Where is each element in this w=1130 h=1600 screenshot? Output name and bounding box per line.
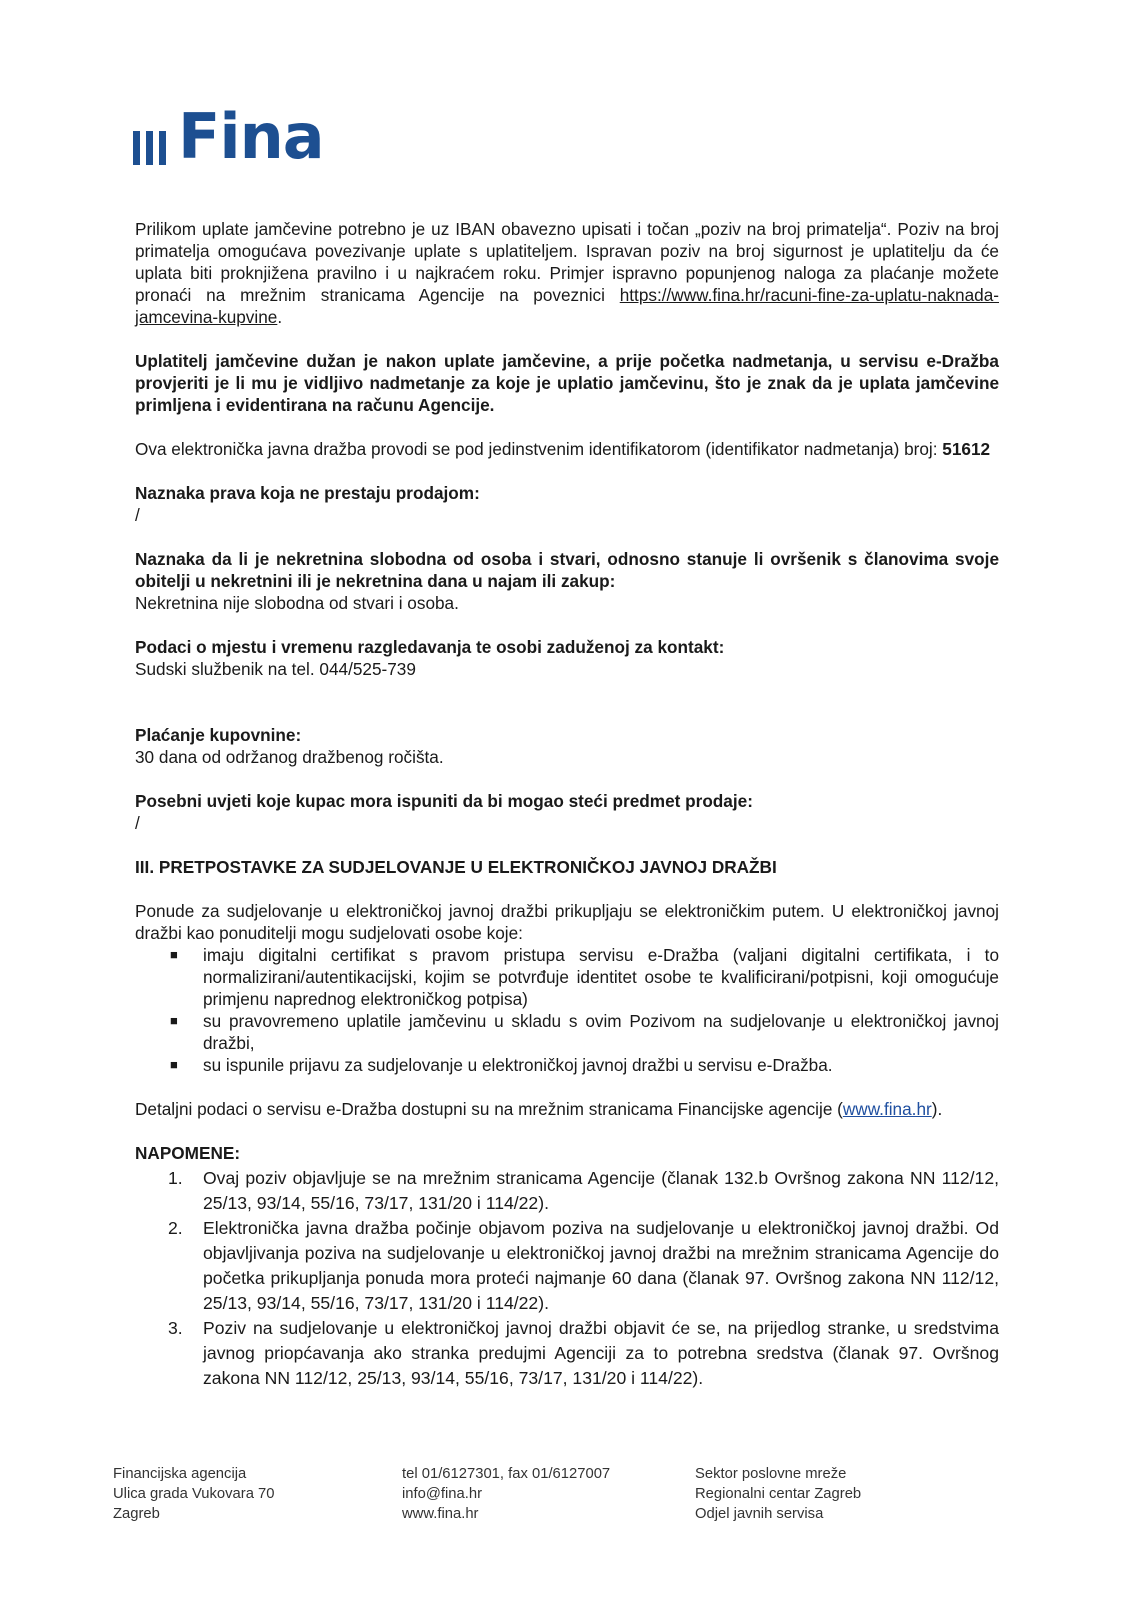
square-bullet-icon: ■ — [170, 1057, 178, 1072]
list-item: 1. Ovaj poziv objavljuje se na mrežnim stranicama Agencije (članak 132.b Ovršnog zakona NN 112/12, 25/13, 93/14, 55/16, 73/17, 131/20 i 114/22). — [168, 1168, 999, 1213]
list-item: ■ su ispunile prijavu za sudjelovanje u elektroničkoj javnoj dražbi u servisu e-Dražba. — [170, 1055, 833, 1075]
rights-heading: Naznaka prava koja ne prestaju prodajom: — [135, 483, 480, 503]
footer-contact: tel 01/6127301, fax 01/6127007 info@fina.hr www.fina.hr — [402, 1466, 611, 1522]
details-paragraph: Detaljni podaci o servisu e-Dražba dostupni su na mrežnim stranicama Financijske agencije (www.fina.hr). — [135, 1099, 943, 1119]
iban-paragraph: Prilikom uplate jamčevine potrebno je uz IBAN obavezno upisati i točan „poziv na broj primatelja“. Poziv na broj primatelja omogućava povezivanje uplate s uplatiteljem. Ispravan poziv na broj sigurnost je uplatitelju da će uplata biti proknjižena pravilno i u najkraćem roku. Primjer ispravno popunjenog naloga za plaćanje možete pronaći na mrežnim stranicama Agencije na poveznici https://www.fina.hr/racuni-fine-za-uplatu-naknada-jamcevina-kupvine. — [135, 219, 999, 327]
eligibility-list — [135, 944, 999, 1076]
logo-wordmark: Fina — [178, 100, 324, 173]
list-item: 2. Elektronička javna dražba počinje objavom poziva na sudjelovanje u elektroničkoj javnoj dražbi. Od objavljivanja poziva na sudjelovanje u elektroničkoj javnoj dražbi na mrežnim stranicama Agencije do početka prikupljanja ponuda mora proteći najmanje 60 dana (članak 97. Ovršnog zakona NN 112/12, 25/13, 93/14, 55/16, 73/17, 131/20 i 114/22). — [168, 1218, 999, 1313]
fina-accounts-link[interactable]: https://www.fina.hr/racuni-fine-za-uplatu-naknada-jamcevina-kupvine — [135, 285, 999, 327]
payment-heading: Plaćanje kupovnine: — [135, 725, 302, 745]
section-3-title: III. PRETPOSTAVKE ZA SUDJELOVANJE U ELEKTRONIČKOJ JAVNOJ DRAŽBI — [135, 857, 777, 877]
list-item: ■ su pravovremeno uplatile jamčevinu u skladu s ovim Pozivom na sudjelovanje u elektroničkoj javnoj dražbi, — [170, 1011, 999, 1053]
conditions-heading: Posebni uvjeti koje kupac mora ispuniti da bi mogao steći predmet prodaje: — [135, 791, 753, 811]
bid-check-paragraph: Uplatitelj jamčevine dužan je nakon uplate jamčevine, a prije početka nadmetanja, u servisu e-Dražba provjeriti je li mu je vidljivo nadmetanje za koje je uplatio jamčevinu, što je znak da je uplata jamčevine primljena i evidentirana na računu Agencije. — [135, 351, 999, 415]
list-item: 3. Poziv na sudjelovanje u elektroničkoj javnoj dražbi objavit će se, na prijedlog stranke, u sredstvima javnog priopćavanja ako stranka predujmi Agenciji za to potrebna sredstva (članak 97. Ovršnog zakona NN 112/12, 25/13, 93/14, 55/16, 73/17, 131/20 i 114/22). — [168, 1318, 999, 1388]
document-body — [135, 218, 999, 1391]
auction-identifier: 51612 — [942, 439, 991, 459]
payment-value: 30 dana od održanog dražbenog ročišta. — [135, 747, 444, 767]
notes-list — [135, 1166, 999, 1391]
notes-title: NAPOMENE: — [135, 1143, 241, 1163]
logo-bars-icon — [133, 131, 166, 165]
conditions-value: / — [135, 813, 140, 833]
viewing-heading: Podaci o mjestu i vremenu razgledavanja te osobi zaduženoj za kontakt: — [135, 637, 725, 657]
footer-address: Financijska agencija Ulica grada Vukovara 70 Zagreb — [113, 1466, 275, 1522]
viewing-value: Sudski službenik na tel. 044/525-739 — [135, 659, 416, 679]
fina-website-link[interactable]: www.fina.hr — [842, 1099, 932, 1119]
list-item: ■ imaju digitalni certifikat s pravom pristupa servisu e-Dražba (valjani digitalni certifikata, i to normalizirani/autentikacijski, kojim se potvrđuje identitet osobe te kvalificirani/potpisni, koji omogućuje primjenu naprednog elektroničkog potpisa) — [170, 945, 999, 1009]
square-bullet-icon: ■ — [170, 947, 178, 962]
footer-department: Sektor poslovne mreže Regionalni centar Zagreb Odjel javnih servisa — [695, 1466, 862, 1522]
fina-logo — [133, 100, 324, 173]
rights-value: / — [135, 505, 140, 525]
section-3-intro: Ponude za sudjelovanje u elektroničkoj javnoj dražbi prikupljaju se elektroničkim putem. U elektroničkoj javnoj dražbi kao ponuditelji mogu sudjelovati osobe koje: — [135, 901, 999, 943]
square-bullet-icon: ■ — [170, 1013, 178, 1028]
occupancy-value: Nekretnina nije slobodna od stvari i osoba. — [135, 593, 459, 613]
occupancy-heading: Naznaka da li je nekretnina slobodna od osoba i stvari, odnosno stanuje li ovršenik s članovima svoje obitelji u nekretnini ili je nekretnina dana u najam ili zakup: — [135, 549, 999, 591]
identifier-paragraph: Ova elektronička javna dražba provodi se pod jedinstvenim identifikatorom (identifikator nadmetanja) broj: 51612 — [135, 439, 991, 459]
